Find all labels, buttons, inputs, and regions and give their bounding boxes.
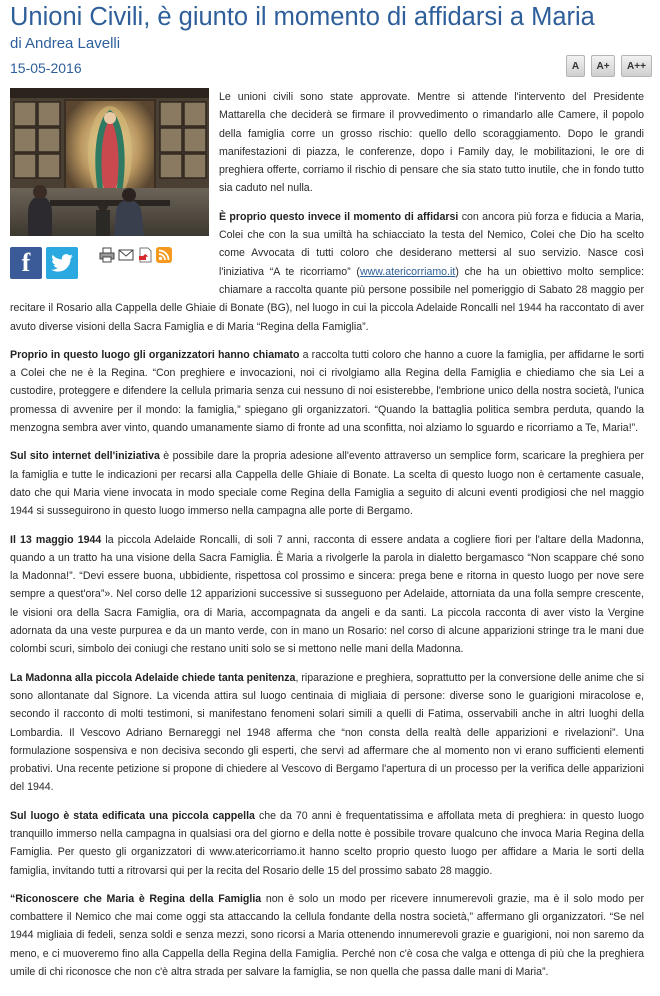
paragraph-3: Proprio in questo luogo gli organizzatori hanno chiamato a raccolta tutti coloro che hanno a cuore la famiglia, per affidarne le sorti a Colei che ne è la Regina. “Con preghiere e invocazioni, noi ci rivolgiamo alla Regina della Famiglia e chiediamo che sia Lei a custodire, proteggere e difendere la cellula primaria senza cui nessuno di noi esisterebbe, l'embrione unico della nostra società, l'unica promessa di avvenire per il mondo: la famiglia,” spiegano gli organizzatori. “Quando la battaglia politica sembra perduta, quando la menzogna sembra aver vinto, quando umanamente siamo di fronte ad una sconfitta, noi alziamo lo sguardo e ricorriamo a Te, Maria!”. bbox=[10, 348, 644, 435]
font-size-largest-button[interactable]: A++ bbox=[621, 55, 652, 77]
paragraph-5: Il 13 maggio 1944 la piccola Adelaide Roncalli, di soli 7 anni, racconta di essere andata a cogliere fiori per l'altare della Madonna, quando a un tratto ha una visione della Sacra Famiglia. È Maria a rivolgerle la parola in dialetto bergamasco “Non scappare ché sono la Madonna!”. “Devi essere buona, ubbidiente, rispettosa col prossimo e sincera: prega bene e ritorna in questo luogo per nove sere sempre a quest'ora”». Nel corso delle 12 apparizioni successive si susseguono per Adelaide, attorniata da una folla sempre crescente, le visioni ora della Sacra Famiglia, ora di Maria, accompagnata da angeli e da santi. La piccola racconta di aver visto la Vergine adornata da una veste purpurea e da un manto verde, con in mano un Rosario: nel corso di alcune apparizioni stringe tra le mani due colombi scuri, simbolo dei coniugi che restano uniti solo se si mettono nelle mani della Madonna. bbox=[10, 533, 644, 656]
paragraph-4: Sul sito internet dell'iniziativa è possibile dare la propria adesione all'evento attraverso un semplice form, scaricare la preghiera per la famiglia e tutte le indicazioni per recarsi alla Cappella delle Ghiaie di Bonate. La scelta di questo luogo non è certamente casuale, dato che qui Maria viene invocata in modo speciale come Regina della Famiglia a seguito di alcuni eventi prodigiosi che nel maggio 1944 si susseguirono in questo luogo immerso nella campagna alle porte di Bergamo. bbox=[10, 450, 644, 518]
article-date: 15-05-2016 bbox=[10, 60, 82, 76]
article-author: di Andrea Lavelli bbox=[10, 35, 121, 52]
facebook-icon: f bbox=[21, 248, 31, 277]
paragraph-5-lead: Il 13 maggio 1944 bbox=[10, 533, 102, 546]
paragraph-2: È proprio questo invece il momento di affidarsi con ancora più forza e fiducia a Maria, Colei che con la sua umiltà ha schiacciato la testa del Nemico, Colei che Dio ha scelto come Avvocata di tutti coloro che desiderano mettersi al suo servizio. Nasce così l'iniziativa “A te ricorriamo” (www.atericorriamo.it) che ha un obiettivo molto semplice: chiamare a raccolta quante più persone possibile nel pomeriggio di Sabato 28 maggio per recitare il Rosario alla Cappella delle Ghiaie di Bonate (BG), nel luogo in cui la piccola Adelaide Roncalli nel 1944 ha raccontato di aver avuto diverse visioni della Sacra Famiglia e di Maria “Regina della Famiglia”. bbox=[10, 210, 645, 333]
paragraph-4-lead: Sul sito internet dell'iniziativa bbox=[10, 450, 160, 463]
font-size-normal-button[interactable]: A bbox=[566, 55, 585, 77]
media-float-spacer bbox=[10, 88, 219, 281]
paragraph-8: “Riconoscere che Maria è Regina della Famiglia non è solo un modo per ricevere innumerevoli grazie, ma è il solo modo per combattere il Nemico che mai come oggi sta attaccando la cellula fondante della nostra società,” affermano gli organizzatori. “Se nel 1944 migliaia di fedeli, senza soldi e senza mezzi, sono ricorsi a Maria ottenendo innumerevoli grazie e guarigioni, noi non saremo da meno, e ci muoveremo fino alla Cappella della Regina della Famiglia. Perché non c'è cosa che valga e ottenga di più che la preghiera umile di chi riconosce che non c'è altra strada per salvare la famiglia, se non quella che passa dalle mani di Maria”. bbox=[10, 892, 644, 979]
paragraph-2-lead: È proprio questo invece il momento di affidarsi bbox=[219, 210, 459, 223]
atericorriamo-link[interactable]: www.atericorriamo.it bbox=[359, 265, 456, 278]
article-body bbox=[10, 88, 644, 991]
paragraph-3-lead: Proprio in questo luogo gli organizzatori hanno chiamato bbox=[10, 348, 300, 361]
paragraph-1: Le unioni civili sono state approvate. Mentre si attende l'intervento del Presidente Mattarella che deciderà se firmare il provvedimento o rimandarlo alle Camere, il popolo della famiglia corre un grosso rischio: quello dello scoraggiamento. Dopo le grandi manifestazioni di piazza, le conferenze, dopo i Family day, le mobilitazioni, le ore di preghiera offerte, corriamo il rischio di pensare che sia stato tutto inutile, che in fondo tutto sia caduto nel nulla. bbox=[219, 91, 644, 195]
font-size-controls bbox=[566, 55, 652, 77]
font-size-larger-button[interactable]: A+ bbox=[591, 55, 615, 77]
paragraph-6-lead: La Madonna alla piccola Adelaide chiede tanta penitenza bbox=[10, 671, 296, 684]
paragraph-6: La Madonna alla piccola Adelaide chiede tanta penitenza, riparazione e preghiera, soprattutto per la conversione delle anime che si sono allontanate dal Signore. La vicenda attira sul luogo centinaia di migliaia di persone: diverse sono le guarigioni miracolose e, secondo il racconto di molti testimoni, si manifestano fenomeni solari simili a quelli di Fatima, osservabili anche in altri luoghi della Lombardia. Il Vescovo Adriano Bernareggi nel 1948 afferma che “non consta della realtà delle apparizioni e rivelazioni”. Una formulazione sospensiva e non decisiva secondo gli esperti, che servì ad affermare che al momento non vi erano sufficienti elementi probativi. Una recente petizione si propone di chiedere al Vescovo di Bergamo l'apertura di un processo per la verifica delle apparizioni del 1944. bbox=[10, 671, 644, 794]
paragraph-7: Sul luogo è stata edificata una piccola cappella che da 70 anni è frequentatissima e affollata meta di preghiera: in questo luogo tranquillo immerso nella campagna in qualsiasi ora del giorno e della notte è possibile trovare qualcuno che invoca Maria Regina della Famiglia. Per questo gli organizzatori di www.atericorriamo.it hanno scelto proprio questo luogo per affidare a Maria le sorti della famiglia, invitando tutti a ritrovarsi qui per la recita del Rosario delle 15 del prossimo sabato 28 maggio. bbox=[10, 809, 644, 877]
article-title: Unioni Civili, è giunto il momento di affidarsi a Maria bbox=[10, 3, 595, 31]
paragraph-7-lead: Sul luogo è stata edificata una piccola cappella bbox=[10, 809, 255, 822]
paragraph-8-lead: “Riconoscere che Maria è Regina della Famiglia bbox=[10, 892, 262, 905]
